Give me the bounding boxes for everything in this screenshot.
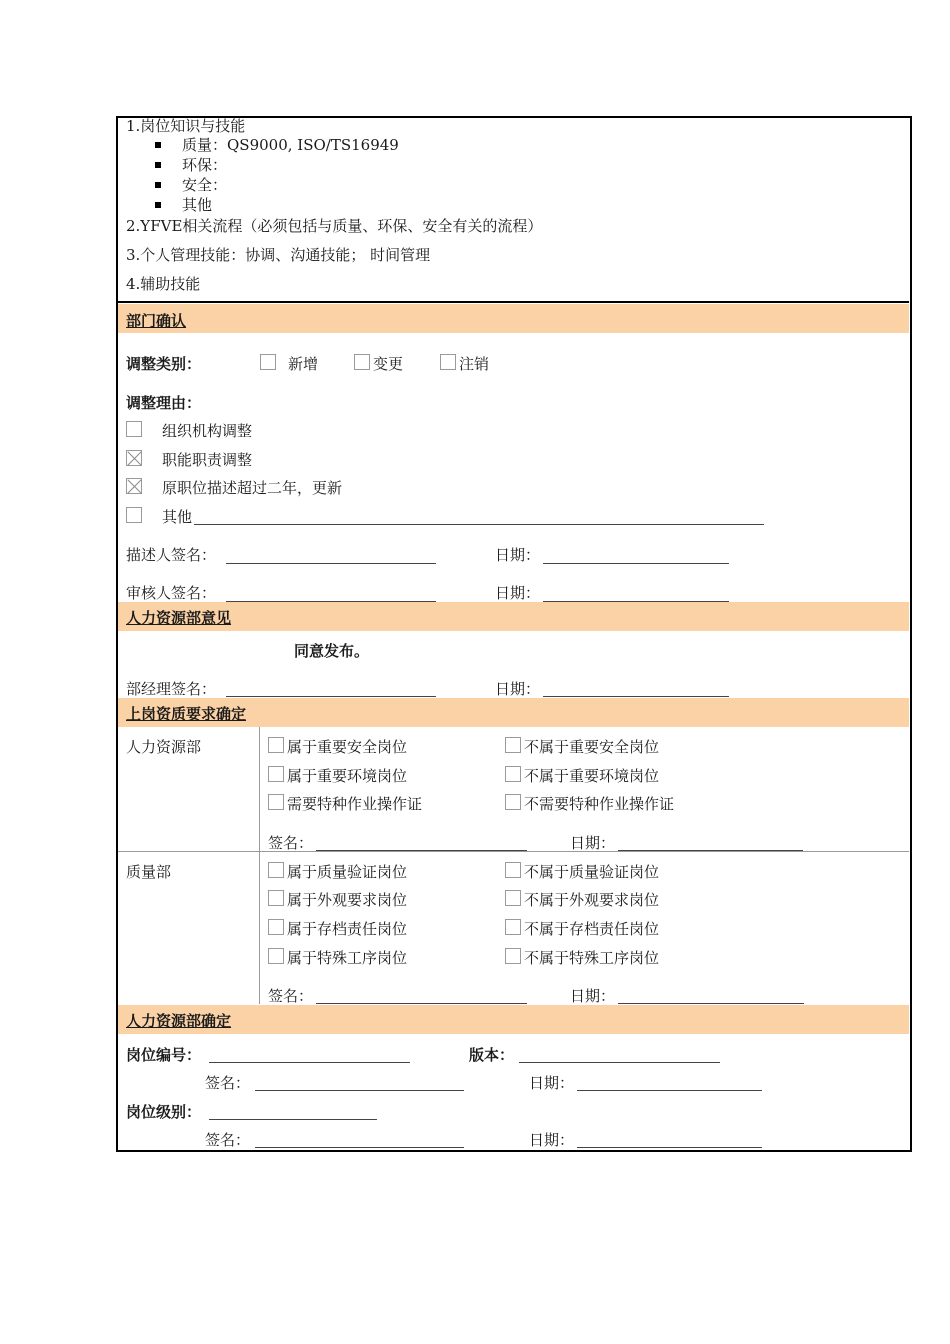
reason-other-line[interactable]	[194, 524, 764, 525]
qual-quality-no-checkbox-4[interactable]	[505, 948, 521, 964]
qual-quality-yes-label-2: 属于外观要求岗位	[287, 891, 408, 909]
position-level-line[interactable]	[209, 1119, 377, 1120]
qual-hr-dept: 人力资源部	[126, 738, 202, 756]
qual-quality-yes-checkbox-4[interactable]	[268, 948, 284, 964]
reason-other-checkbox[interactable]	[126, 507, 142, 523]
skills-bullet-other: 其他	[182, 196, 213, 214]
qual-hr-no-checkbox-2[interactable]	[505, 766, 521, 782]
qual-quality-yes-label-3: 属于存档责任岗位	[287, 920, 408, 938]
describer-sign-label: 描述人签名：	[126, 546, 217, 564]
reason-duty-checkbox[interactable]	[126, 450, 142, 466]
dept-confirm-title: 部门确认	[126, 312, 187, 330]
qual-quality-no-label-1: 不属于质量验证岗位	[524, 863, 660, 881]
qual-hr-no-checkbox-1[interactable]	[505, 737, 521, 753]
manager-date-label: 日期：	[495, 680, 541, 698]
qual-hr-no-label-3: 不需要特种作业操作证	[524, 795, 675, 813]
hr-confirm-title: 人力资源部确定	[126, 1012, 232, 1030]
hr-confirm-date-line-1[interactable]	[577, 1090, 762, 1091]
describer-date-label: 日期：	[495, 546, 541, 564]
hr-confirm-header	[118, 1005, 909, 1034]
qual-hr-yes-label-1: 属于重要安全岗位	[287, 738, 408, 756]
bullet-icon	[155, 162, 161, 168]
qualification-row-divider	[118, 851, 909, 852]
manager-sign-line[interactable]	[226, 696, 436, 697]
qual-quality-sign-line[interactable]	[316, 1003, 527, 1004]
qual-hr-yes-checkbox-2[interactable]	[268, 766, 284, 782]
skills-item-2: 2.YFVE相关流程（必须包括与质量、环保、安全有关的流程）	[126, 217, 543, 235]
skills-bullet-quality: 质量：QS9000, ISO/TS16949	[182, 136, 399, 154]
reason-update-label: 原职位描述超过二年，更新	[162, 479, 343, 497]
qual-quality-sign-label: 签名：	[268, 987, 314, 1005]
qual-quality-date-label: 日期：	[570, 987, 616, 1005]
hr-confirm-date-line-2[interactable]	[577, 1147, 762, 1148]
skills-item-4: 4.辅助技能	[126, 275, 201, 293]
hr-confirm-sign-line-2[interactable]	[255, 1147, 464, 1148]
qual-quality-dept: 质量部	[126, 863, 172, 881]
qual-hr-yes-checkbox-1[interactable]	[268, 737, 284, 753]
skills-bullet-safety: 安全：	[182, 176, 228, 194]
reason-org-checkbox[interactable]	[126, 421, 142, 437]
position-no-label: 岗位编号：	[126, 1046, 202, 1064]
qual-hr-sign-label: 签名：	[268, 834, 314, 852]
reason-org-label: 组织机构调整	[162, 422, 253, 440]
hr-confirm-sign-label-2: 签名：	[205, 1131, 251, 1149]
type-cancel-checkbox[interactable]	[440, 354, 456, 370]
skills-bullet-environment: 环保：	[182, 156, 228, 174]
qual-quality-no-label-2: 不属于外观要求岗位	[524, 891, 660, 909]
bullet-icon	[155, 142, 161, 148]
type-change-checkbox[interactable]	[354, 354, 370, 370]
hr-confirm-date-label-1: 日期：	[529, 1074, 575, 1092]
qual-hr-date-line[interactable]	[618, 850, 803, 851]
qual-quality-yes-label-4: 属于特殊工序岗位	[287, 949, 408, 967]
type-new-checkbox[interactable]	[260, 354, 276, 370]
adjust-type-label: 调整类别：	[126, 355, 202, 373]
qual-quality-no-checkbox-2[interactable]	[505, 890, 521, 906]
qualification-column-divider	[259, 727, 260, 1004]
skills-item-3: 3.个人管理技能：协调、沟通技能； 时间管理	[126, 246, 431, 264]
qual-quality-no-label-4: 不属于特殊工序岗位	[524, 949, 660, 967]
qual-quality-no-label-3: 不属于存档责任岗位	[524, 920, 660, 938]
qual-quality-date-line[interactable]	[618, 1003, 804, 1004]
qual-quality-yes-checkbox-2[interactable]	[268, 890, 284, 906]
skills-item-1: 1.岗位知识与技能	[126, 117, 246, 135]
qualification-title: 上岗资质要求确定	[126, 705, 247, 723]
hr-opinion-header	[118, 602, 909, 631]
qual-quality-yes-checkbox-3[interactable]	[268, 919, 284, 935]
reviewer-date-label: 日期：	[495, 584, 541, 602]
hr-confirm-sign-label-1: 签名：	[205, 1074, 251, 1092]
position-level-label: 岗位级别：	[126, 1103, 202, 1121]
qual-quality-yes-checkbox-1[interactable]	[268, 862, 284, 878]
qual-hr-yes-label-2: 属于重要环境岗位	[287, 767, 408, 785]
position-no-line[interactable]	[209, 1062, 410, 1063]
bullet-icon	[155, 182, 161, 188]
manager-sign-label: 部经理签名：	[126, 680, 217, 698]
hr-confirm-sign-line-1[interactable]	[255, 1090, 464, 1091]
qual-hr-date-label: 日期：	[570, 834, 616, 852]
hr-opinion-title: 人力资源部意见	[126, 609, 232, 627]
qual-hr-no-checkbox-3[interactable]	[505, 794, 521, 810]
hr-opinion-text: 同意发布。	[294, 642, 370, 660]
manager-date-line[interactable]	[543, 696, 729, 697]
version-line[interactable]	[519, 1062, 720, 1063]
qual-quality-yes-label-1: 属于质量验证岗位	[287, 863, 408, 881]
type-cancel-label: 注销	[459, 355, 490, 373]
reason-update-checkbox[interactable]	[126, 478, 142, 494]
describer-date-line[interactable]	[543, 563, 729, 564]
qual-quality-no-checkbox-1[interactable]	[505, 862, 521, 878]
reason-other-label: 其他	[162, 508, 193, 526]
bullet-icon	[155, 202, 161, 208]
qual-hr-no-label-1: 不属于重要安全岗位	[524, 738, 660, 756]
reason-label: 调整理由：	[126, 394, 202, 412]
reviewer-sign-label: 审核人签名：	[126, 584, 217, 602]
version-label: 版本：	[469, 1046, 515, 1064]
describer-sign-line[interactable]	[226, 563, 436, 564]
section-divider	[117, 301, 909, 303]
type-new-label: 新增	[288, 355, 319, 373]
hr-confirm-date-label-2: 日期：	[529, 1131, 575, 1149]
qual-hr-no-label-2: 不属于重要环境岗位	[524, 767, 660, 785]
qual-hr-sign-line[interactable]	[316, 850, 527, 851]
qual-quality-no-checkbox-3[interactable]	[505, 919, 521, 935]
dept-confirm-header	[118, 304, 909, 333]
reason-duty-label: 职能职责调整	[162, 451, 253, 469]
form-frame	[116, 116, 912, 1152]
qual-hr-yes-checkbox-3[interactable]	[268, 794, 284, 810]
type-change-label: 变更	[373, 355, 404, 373]
qual-hr-yes-label-3: 需要特种作业操作证	[287, 795, 423, 813]
